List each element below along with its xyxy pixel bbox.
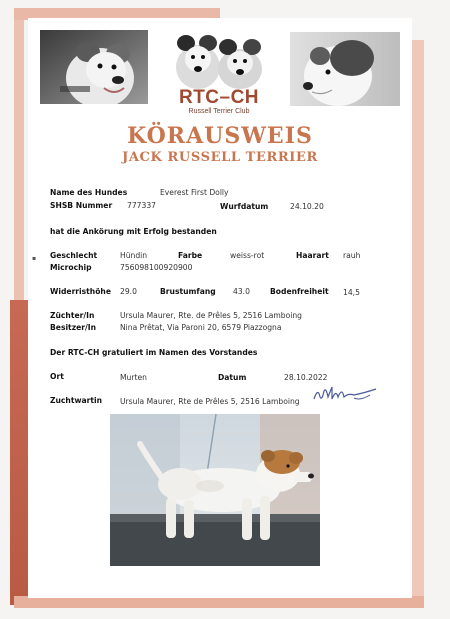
farbe-value: weiss-rot: [230, 251, 265, 260]
brustumfang-label: Brustumfang: [160, 287, 216, 296]
widerrist-value: 29.0: [120, 287, 137, 296]
zuechter-value: Ursula Maurer, Rte. de Prêles 5, 2516 Lamboing: [120, 311, 302, 320]
club-logo-dogs-image: [168, 27, 272, 91]
zuechter-label: Züchter/In: [50, 311, 95, 320]
haarart-label: Haarart: [296, 251, 329, 260]
dog-portrait-left-image: [40, 30, 148, 104]
name-value: Everest First Dolly: [160, 188, 229, 197]
zuchtwartin-value: Ursula Maurer, Rte de Prêles 5, 2516 Lamboing: [120, 397, 300, 406]
farbe-label: Farbe: [178, 251, 203, 260]
club-logo-name: Russell Terrier Club: [188, 108, 250, 115]
geschlecht-value: Hündin: [120, 251, 148, 260]
passed-text: hat die Ankörung mit Erfolg bestanden: [50, 227, 217, 236]
dog-portrait-right-image: [290, 32, 400, 106]
widerrist-label: Widerristhöhe: [50, 287, 111, 296]
name-label: Name des Hundes: [50, 188, 128, 197]
brustumfang-value: 43.0: [233, 287, 250, 296]
congrats-text: Der RTC-CH gratuliert im Namen des Vorstandes: [50, 348, 258, 357]
wurfdatum-label: Wurfdatum: [220, 202, 269, 211]
ort-label: Ort: [50, 372, 64, 381]
microchip-value: 756098100920900: [120, 263, 193, 272]
scan-dot: ▪: [32, 255, 37, 262]
shsb-label: SHSB Nummer: [50, 201, 113, 210]
besitzer-label: Besitzer/In: [50, 323, 97, 332]
datum-value: 28.10.2022: [284, 373, 328, 382]
dog-standing-photo-image: [110, 414, 320, 566]
signature: [310, 383, 380, 405]
wurfdatum-value: 24.10.20: [290, 202, 324, 211]
frame-border-left-light: [14, 8, 24, 308]
frame-border-right: [410, 40, 424, 605]
besitzer-value: Nina Prêtat, Via Paroni 20, 6579 Piazzogna: [120, 323, 282, 332]
dog-standing-photo: [110, 414, 320, 566]
haarart-value: rauh: [343, 251, 361, 260]
zuchtwartin-label: Zuchtwartin: [50, 396, 102, 405]
ort-value: Murten: [120, 373, 147, 382]
dog-portrait-left: [40, 30, 148, 104]
club-logo-acronym: RTC–CH: [178, 87, 260, 108]
microchip-label: Microchip: [50, 263, 92, 272]
bodenfreiheit-label: Bodenfreiheit: [270, 287, 329, 296]
dog-portrait-right: [290, 32, 400, 106]
club-logo-text: [174, 88, 264, 116]
datum-label: Datum: [218, 373, 247, 382]
shsb-value: 777337: [127, 201, 156, 210]
geschlecht-label: Geschlecht: [50, 251, 98, 260]
certificate-title: KÖRAUSWEIS: [127, 123, 313, 149]
certificate-subtitle: JACK RUSSELL TERRIER: [122, 150, 318, 165]
bodenfreiheit-value: 14,5: [343, 288, 360, 297]
